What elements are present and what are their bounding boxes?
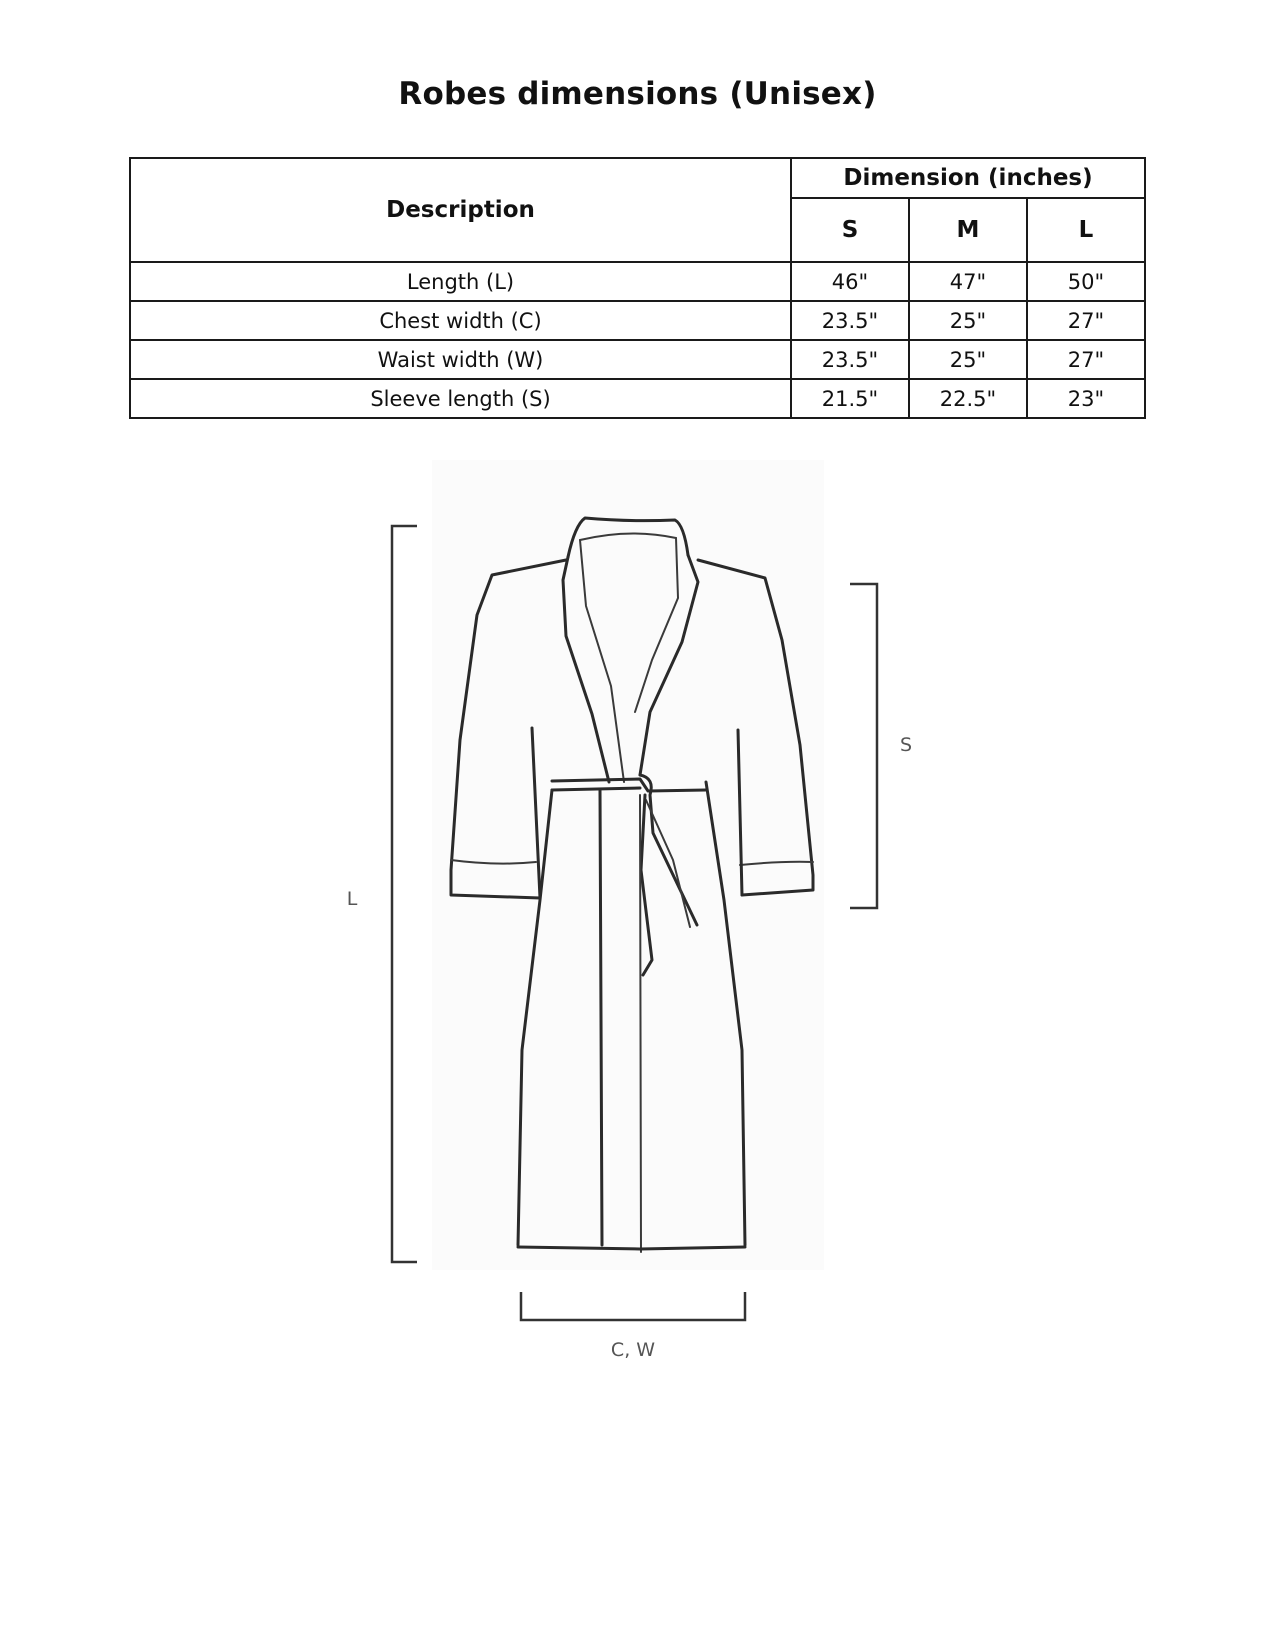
left-lapel-outer (563, 557, 609, 782)
sleeve-label: S (899, 734, 913, 756)
robe-hem (518, 1247, 745, 1249)
left-body-side (518, 790, 552, 1245)
row-description: Waist width (W) (130, 340, 791, 379)
left-inner-sleeve (532, 728, 540, 898)
front-opening (640, 795, 641, 1252)
length-label: L (346, 888, 358, 910)
description-header: Description (130, 158, 791, 262)
robe-collar-inner (580, 533, 676, 540)
table-row-length (130, 262, 1145, 301)
belt-top (552, 779, 706, 791)
right-shoulder-sleeve (698, 560, 813, 895)
right-body-side (706, 782, 745, 1245)
right-lapel-outer (640, 555, 698, 775)
value-s: 23.5" (791, 301, 909, 340)
right-inner-sleeve (738, 730, 742, 895)
page-title: Robes dimensions (Unisex) (398, 76, 877, 112)
size-header-l: L (1027, 198, 1145, 262)
sketch-background (432, 460, 824, 1270)
belt-tie-long (640, 775, 697, 925)
value-m: 25" (909, 301, 1027, 340)
dimension-header: Dimension (inches) (791, 158, 1145, 198)
size-header-m: M (909, 198, 1027, 262)
robe-collar-top (568, 518, 688, 557)
size-chart-table (129, 157, 1146, 419)
size-header-s: S (791, 198, 909, 262)
width-dimension-bracket (521, 1292, 745, 1320)
belt-bottom (552, 788, 640, 790)
value-l: 27" (1027, 340, 1145, 379)
left-lapel-inner (580, 540, 624, 782)
row-description: Chest width (C) (130, 301, 791, 340)
front-panel-edge (600, 790, 602, 1245)
robe-drawing (451, 518, 813, 1252)
sleeve-dimension-bracket (850, 584, 877, 908)
table-row-chest-width (130, 301, 1145, 340)
width-label: C, W (610, 1339, 656, 1361)
value-s: 21.5" (791, 379, 909, 418)
left-cuff (451, 860, 536, 864)
right-cuff (740, 862, 813, 865)
row-description: Sleeve length (S) (130, 379, 791, 418)
value-l: 27" (1027, 301, 1145, 340)
table-row-waist-width (130, 340, 1145, 379)
value-m: 47" (909, 262, 1027, 301)
left-shoulder-sleeve (451, 560, 566, 898)
row-description: Length (L) (130, 262, 791, 301)
value-l: 23" (1027, 379, 1145, 418)
value-l: 50" (1027, 262, 1145, 301)
length-dimension-bracket (392, 526, 417, 1262)
value-s: 46" (791, 262, 909, 301)
table-row-sleeve-length (130, 379, 1145, 418)
value-m: 25" (909, 340, 1027, 379)
belt-tie-long-inner (646, 800, 690, 927)
right-lapel-inner (635, 538, 678, 712)
value-s: 23.5" (791, 340, 909, 379)
value-m: 22.5" (909, 379, 1027, 418)
belt-tie-short (641, 795, 652, 975)
